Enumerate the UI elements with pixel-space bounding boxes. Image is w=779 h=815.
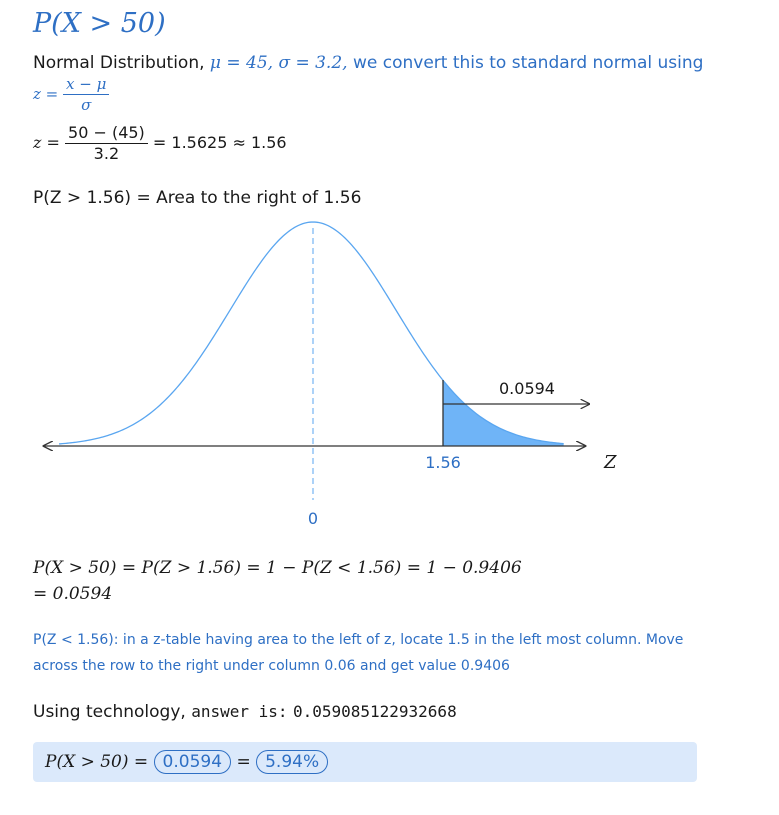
answer-percent: 5.94% [256,750,328,774]
z-calc-result: = 1.5625 ≈ 1.56 [152,133,287,152]
mean-label: 0 [307,509,319,528]
intro-lead: Normal Distribution, [33,53,205,73]
technology-value: 0.059085122932668 [292,702,457,721]
technology-code: answer is: [191,702,288,721]
probability-calc-line2: = 0.0594 [33,584,113,604]
axis-label: Z [604,452,617,473]
z-calc-numerator: 50 − (45) [65,123,148,144]
answer-lhs: P(X > 50) = [45,752,149,772]
area-label: 0.0594 [499,379,555,398]
z-calc-denominator: 3.2 [93,144,120,163]
z-calc-lhs: z = [33,133,60,152]
z-tick-label: 1.56 [425,453,461,472]
normal-curve [59,222,564,444]
technology-line [33,702,457,722]
answer-equals: = [236,752,251,772]
sigma-value: σ = 3.2, [278,53,348,73]
z-formula-lhs: z = [33,85,59,103]
page-title: P(X > 50) [33,8,166,39]
technology-lead: Using technology, [33,702,186,722]
final-answer-box [33,742,697,782]
mu-value: μ = 45, [209,53,274,73]
area-statement: P(Z > 1.56) = Area to the right of 1.56 [33,188,362,208]
z-formula-numerator: x − μ [63,74,109,95]
ztable-note-line1: P(Z < 1.56): in a z-table having area to the left of z, locate 1.5 in the left most column. Move [33,632,684,648]
ztable-note-line2: across the row to the right under column 0.06 and get value 0.9406 [33,658,510,674]
probability-calc-line1: P(X > 50) = P(Z > 1.56) = 1 − P(Z < 1.56) = 1 − 0.9406 [33,558,522,578]
z-formula-denominator: σ [81,96,92,114]
answer-decimal: 0.0594 [154,750,231,774]
convert-text: we convert this to standard normal using [352,53,704,73]
